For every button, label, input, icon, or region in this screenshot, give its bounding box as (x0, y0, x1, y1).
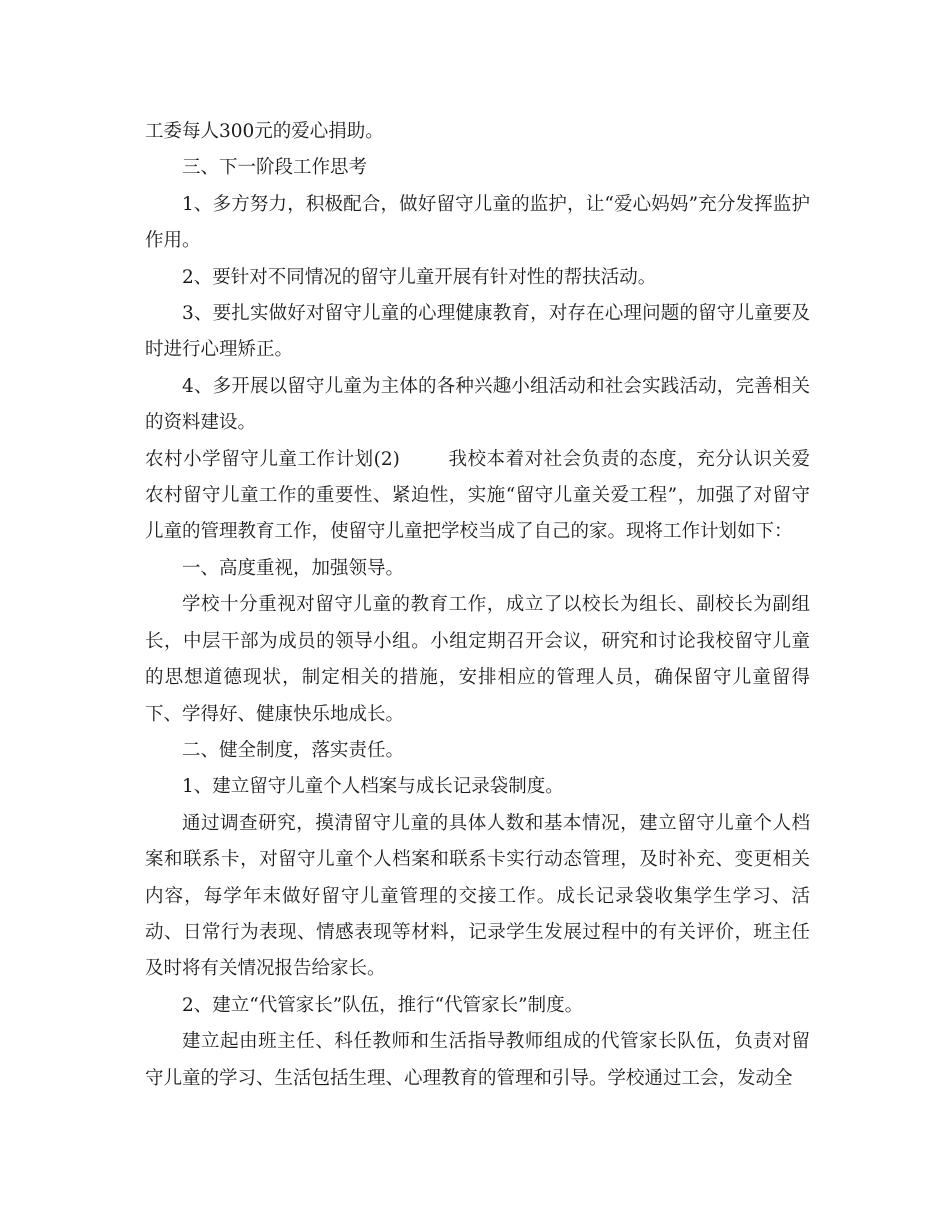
section-intro: 我校本着对社会负责的态度，充分认识关爱农村留守儿童工作的重要性、紧迫性，实施“留守儿童关爱工程”，加强了对留守儿童的管理教育工作，使留守儿童把学校当成了自己的家。现将工作计划如下： (145, 448, 810, 543)
paragraph: 建立起由班主任、科任教师和生活指导教师组成的代管家长队伍，负责对留守儿童的学习、生活包括生理、心理教育的管理和引导。学校通过工会，发动全 (145, 1031, 810, 1089)
section-heading: 一、高度重视，加强领导。 (182, 557, 405, 579)
section-heading: 三、下一阶段工作思考 (182, 157, 368, 179)
section-title: 农村小学留守儿童工作计划(2) (145, 448, 400, 470)
section-heading: 二、健全制度，落实责任。 (182, 739, 405, 761)
document-body (145, 114, 810, 1097)
paragraph: 2、要针对不同情况的留守儿童开展有针对性的帮扶活动。 (182, 266, 657, 288)
paragraph: 3、要扎实做好对留守儿童的心理健康教育，对存在心理问题的留守儿童要及时进行心理矫正。 (145, 303, 810, 361)
paragraph: 4、多开展以留守儿童为主体的各种兴趣小组活动和社会实践活动，完善相关的资料建设。 (145, 375, 810, 434)
paragraph: 通过调查研究，摸清留守儿童的具体人数和基本情况，建立留守儿童个人档案和联系卡，对留守儿童个人档案和联系卡实行动态管理，及时补充、变更相关内容，每学年末做好留守儿童管理的交接工作。成长记录袋收集学生学习、活动、日常行为表现、情感表现等材料，记录学生发展过程中的有关评价，班主任及时将有关情况报告给家长。 (145, 812, 810, 980)
paragraph: 1、建立留守儿童个人档案与成长记录袋制度。 (182, 776, 564, 798)
paragraph: 2、建立“代管家长”队伍，推行“代管家长”制度。 (182, 994, 584, 1016)
paragraph: 学校十分重视对留守儿童的教育工作，成立了以校长为组长、副校长为副组长，中层干部为成员的领导小组。小组定期召开会议，研究和讨论我校留守儿童的思想道德现状，制定相关的措施，安排相应的管理人员，确保留守儿童留得下、学得好、健康快乐地成长。 (145, 594, 810, 725)
paragraph: 1、多方努力，积极配合，做好留守儿童的监护，让“爱心妈妈”充分发挥监护作用。 (145, 193, 810, 252)
section-title-paragraph (145, 442, 810, 551)
paragraph: 工委每人300元的爱心捐助。 (145, 121, 384, 142)
